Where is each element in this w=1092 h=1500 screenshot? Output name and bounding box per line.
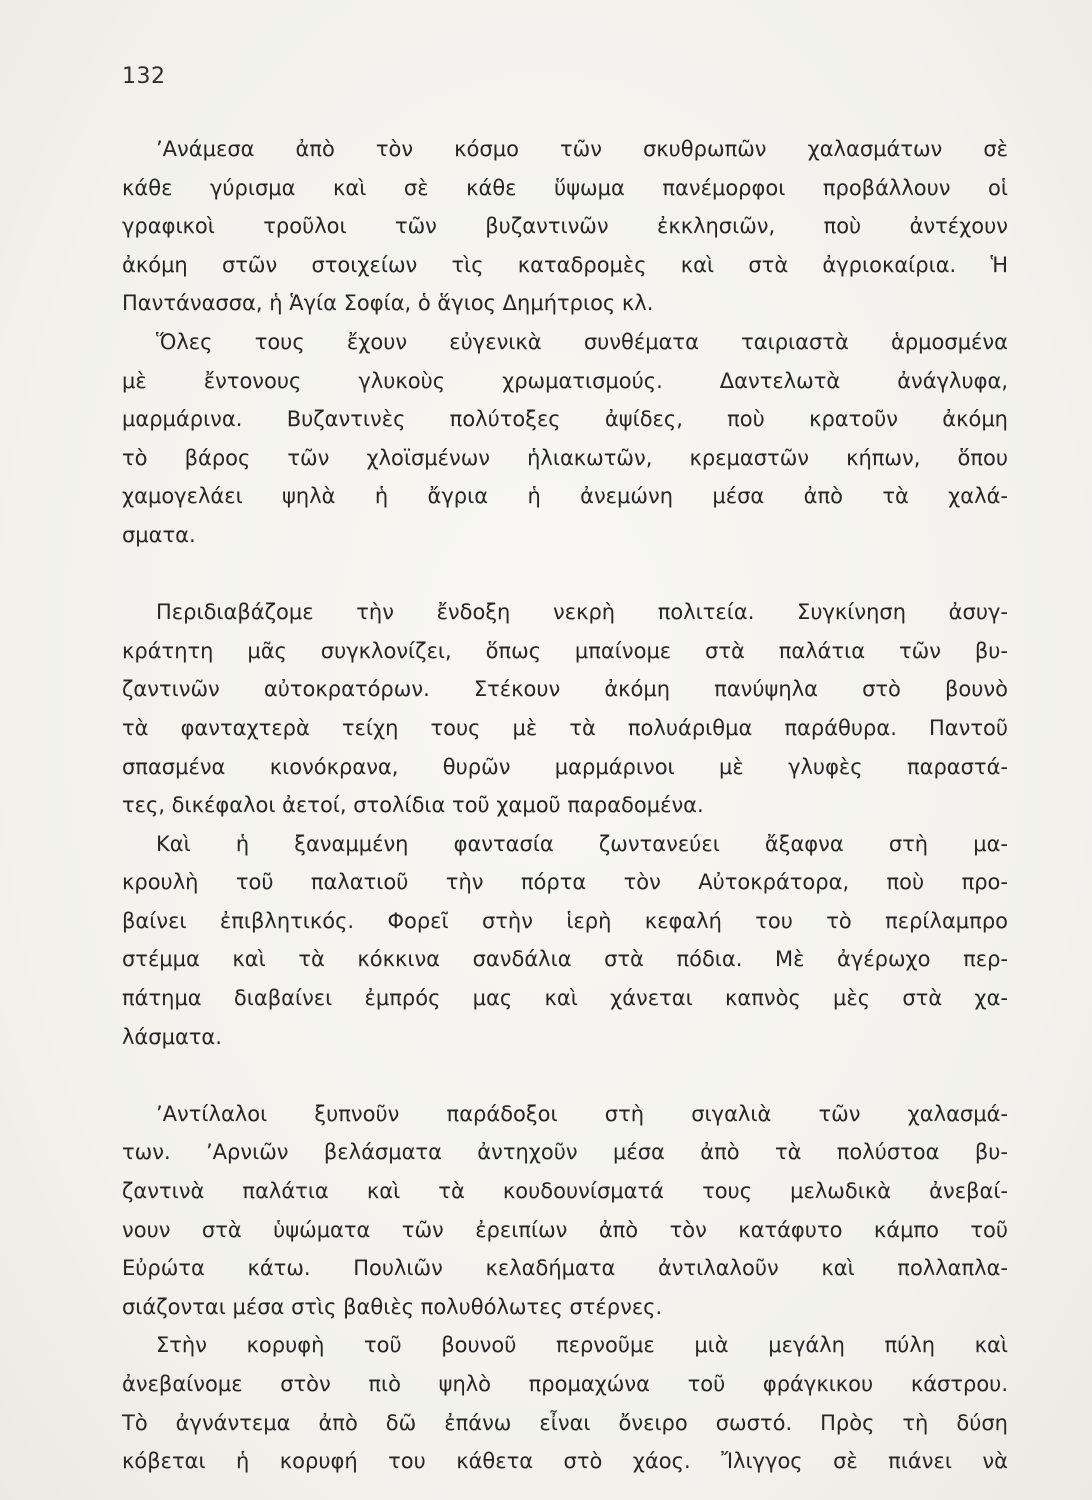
text-line: Παντάνασσα, ἡ Ἁγία Σοφία, ὁ ἅγιος Δημήτριος κλ.	[122, 291, 654, 316]
text-line: κόβεται ἡ κορυφή του κάθετα στὸ χάος. Ἴλιγγος σὲ πιάνει νὰ	[122, 1449, 1008, 1474]
text-line: τες, δικέφαλοι ἀετοί, στολίδια τοῦ χαμοῦ παραδομένα.	[122, 793, 704, 818]
text-line: σιάζονται μέσα στὶς βαθιὲς πολυθόλωτες στέρνες.	[122, 1294, 663, 1319]
paragraph	[122, 1095, 1008, 1327]
text-line: τὰ φανταχτερὰ τείχη τους μὲ τὰ πολυάριθμα παράθυρα. Παντοῦ	[122, 715, 1008, 740]
text-line: χαμογελάει ψηλὰ ἡ ἄγρια ἡ ἀνεμώνη μέσα ἀπὸ τὰ χαλά-	[122, 484, 1008, 509]
text-line: Εὐρώτα κάτω. Πουλιῶν κελαδήματα ἀντιλαλοῦν καὶ πολλαπλα-	[122, 1256, 1008, 1281]
text-line: μὲ ἔντονους γλυκοὺς χρωματισμούς. Δαντελωτὰ ἀνάγλυφα,	[122, 368, 1008, 393]
text-line: κρουλὴ τοῦ παλατιοῦ τὴν πόρτα τὸν Αὐτοκράτορα, ποὺ προ-	[122, 870, 1008, 895]
paragraph-gap	[122, 555, 1008, 594]
text-line: ’Ανάμεσα ἀπὸ τὸν κόσμο τῶν σκυθρωπῶν χαλασμάτων σὲ	[156, 137, 1008, 161]
text-line: ἀνεβαίνομε στὸν πιὸ ψηλὸ προμαχώνα τοῦ φράγκικου κάστρου.	[122, 1372, 1008, 1396]
paragraph	[122, 323, 1008, 555]
text-line: νουν στὰ ὑψώματα τῶν ἐρειπίων ἀπὸ τὸν κατάφυτο κάμπο τοῦ	[122, 1217, 1008, 1242]
text-line: ζαντινῶν αὐτοκρατόρων. Στέκουν ἀκόμη πανύψηλα στὸ βουνὸ	[122, 677, 1008, 702]
text-line: λάσματα.	[122, 1024, 222, 1049]
paragraph	[122, 130, 1008, 323]
text-line: Περιδιαβάζομε τὴν ἔνδοξη νεκρὴ πολιτεία. Συγκίνηση ἀσυγ-	[156, 600, 1008, 625]
text-line: πάτημα διαβαίνει ἐμπρός μας καὶ χάνεται καπνὸς μὲς στὰ χα-	[122, 986, 1008, 1011]
paragraph-gap	[122, 1056, 1008, 1095]
text-line: κράτητη μᾶς συγκλονίζει, ὅπως μπαίνομε στὰ παλάτια τῶν βυ-	[122, 638, 1008, 663]
text-line: κάθε γύρισμα καὶ σὲ κάθε ὕψωμα πανέμορφοι προβάλλουν οἱ	[122, 175, 1008, 200]
text-line: βαίνει ἐπιβλητικός. Φορεῖ στὴν ἱερὴ κεφαλή του τὸ περίλαμπρο	[122, 908, 1008, 933]
text-line: ἀκόμη στῶν στοιχείων τὶς καταδρομὲς καὶ στὰ ἀγριοκαίρια. Ἡ	[122, 252, 1008, 277]
text-line: γραφικοὶ τροῦλοι τῶν βυζαντινῶν ἐκκλησιῶν, ποὺ ἀντέχουν	[122, 214, 1008, 239]
text-line: σπασμένα κιονόκρανα, θυρῶν μαρμάρινοι μὲ γλυφὲς παραστά-	[122, 754, 1008, 779]
paragraph	[122, 1326, 1008, 1480]
paragraph	[122, 825, 1008, 1057]
text-line: ’Αντίλαλοι ξυπνοῦν παράδοξοι στὴ σιγαλιὰ τῶν χαλασμά-	[156, 1101, 1008, 1126]
text-line: Ὅλες τους ἔχουν εὐγενικὰ συνθέματα ταιριαστὰ ἁρμοσμένα	[156, 329, 1008, 354]
body-text	[122, 130, 1008, 1481]
text-line: μαρμάρινα. Βυζαντινὲς πολύτοξες ἀψίδες, ποὺ κρατοῦν ἀκόμη	[122, 407, 1008, 432]
text-line: ζαντινὰ παλάτια καὶ τὰ κουδουνίσματά τους μελωδικὰ ἀνεβαί-	[122, 1179, 1008, 1204]
text-line: Στὴν κορυφὴ τοῦ βουνοῦ περνοῦμε μιὰ μεγάλη πύλη καὶ	[156, 1333, 1008, 1358]
page-number: 132	[122, 64, 166, 89]
paragraph	[122, 593, 1008, 825]
text-line: τὸ βάρος τῶν χλοϊσμένων ἡλιακωτῶν, κρεμαστῶν κήπων, ὅπου	[122, 445, 1008, 470]
text-line: στέμμα καὶ τὰ κόκκινα σανδάλια στὰ πόδια. Μὲ ἀγέρωχο περ-	[122, 947, 1008, 972]
text-line: Καὶ ἡ ξαναμμένη φαντασία ζωντανεύει ἄξαφνα στὴ μα-	[156, 831, 1008, 856]
text-line: των. ’Αρνιῶν βελάσματα ἀντηχοῦν μέσα ἀπὸ τὰ πολύστοα βυ-	[122, 1140, 1008, 1165]
text-line: σματα.	[122, 522, 196, 547]
text-line: Τὸ ἀγνάντεμα ἀπὸ δῶ ἐπάνω εἶναι ὄνειρο σωστό. Πρὸς τὴ δύση	[122, 1410, 1008, 1435]
